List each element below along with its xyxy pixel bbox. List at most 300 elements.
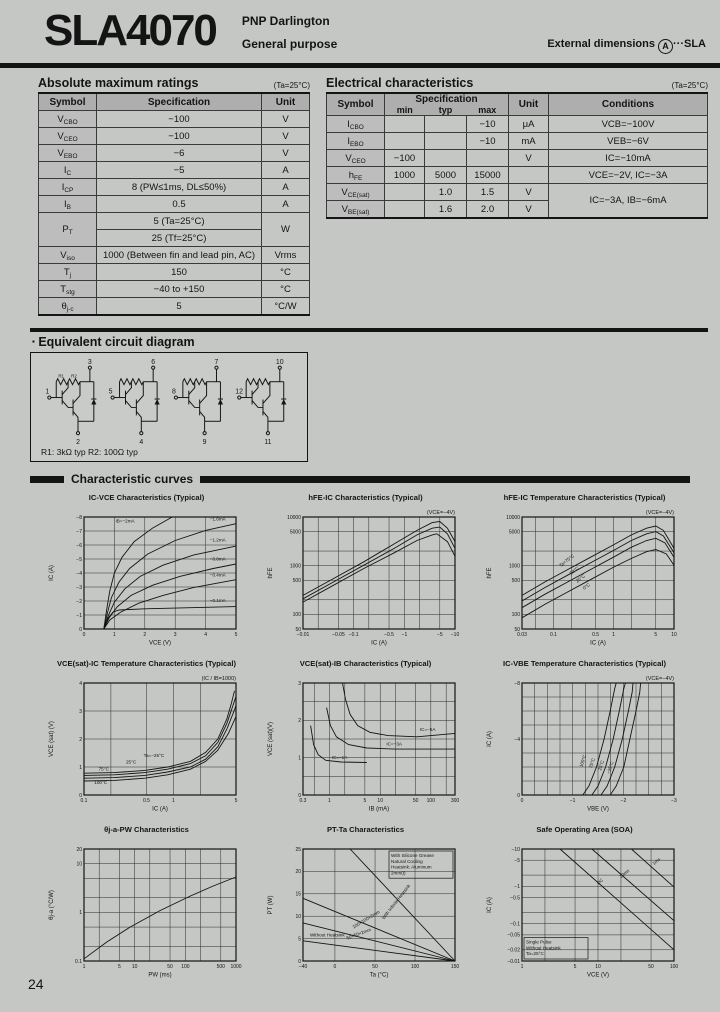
- svg-text:5: 5: [297, 936, 301, 943]
- svg-text:5: 5: [573, 964, 576, 970]
- chart-hfe-ic: [259, 492, 472, 655]
- svg-text:0: 0: [297, 958, 301, 965]
- symbol-cell: $V_{EBO}$: [39, 145, 97, 162]
- svg-text:100: 100: [180, 964, 190, 970]
- svg-text:IC (A): IC (A): [486, 731, 493, 747]
- svg-text:500: 500: [511, 578, 520, 585]
- chart-title: Safe Operating Area (SOA): [536, 825, 633, 834]
- chart-plot: [44, 835, 250, 987]
- amr-col-symbol: Symbol: [39, 93, 97, 111]
- svg-text:−10: −10: [450, 632, 459, 638]
- amr-temp-note: (Ta=25°C): [273, 81, 310, 90]
- svg-text:1: 1: [520, 964, 523, 970]
- unit-cell: μA: [509, 116, 549, 133]
- symbol-cell: $h_{FE}$: [327, 167, 385, 184]
- amr-section-title: Absolute maximum ratings: [38, 76, 199, 90]
- svg-text:10: 10: [670, 632, 677, 638]
- spec-cell: −100: [97, 128, 262, 145]
- svg-text:−3: −3: [75, 584, 82, 591]
- svg-text:IC (A): IC (A): [589, 640, 606, 647]
- curve: [522, 532, 674, 601]
- svg-text:0.1: 0.1: [549, 632, 557, 638]
- svg-text:50: 50: [513, 626, 520, 633]
- chart-plot: [263, 835, 469, 987]
- curve: [522, 538, 674, 607]
- typ-cell: [425, 116, 467, 133]
- ratings-row: [0, 68, 720, 316]
- circle-a-icon: A: [658, 39, 673, 54]
- ec-temp-note: (Ta=25°C): [671, 81, 708, 90]
- svg-text:300: 300: [450, 798, 459, 804]
- curve: [84, 696, 236, 775]
- unit-cell: °C: [262, 281, 310, 298]
- chart-pt-ta: [259, 824, 472, 987]
- svg-text:5: 5: [234, 798, 237, 804]
- svg-text:−10: −10: [511, 846, 520, 853]
- svg-text:1000: 1000: [289, 563, 301, 570]
- svg-text:0: 0: [516, 792, 520, 799]
- page-number: 24: [28, 976, 44, 992]
- svg-text:1: 1: [78, 910, 82, 917]
- svg-text:100: 100: [410, 964, 419, 970]
- chart-vcesat-ib: [259, 658, 472, 821]
- symbol-cell: $V_{CEO}$: [327, 150, 385, 167]
- unit-cell: A: [262, 179, 310, 196]
- spec-cell: 5: [97, 298, 262, 316]
- conditions-cell: IC=−3A, IB=−6mA: [549, 184, 708, 219]
- svg-text:Ta=25°C: Ta=25°C: [525, 951, 544, 957]
- svg-text:5: 5: [653, 632, 657, 638]
- svg-text:6: 6: [151, 358, 156, 366]
- unit-cell: W: [262, 213, 310, 247]
- table-row: [39, 111, 310, 128]
- symbol-cell: $I_B$: [39, 196, 97, 213]
- svg-text:Ta (°C): Ta (°C): [369, 972, 388, 979]
- svg-text:500: 500: [292, 578, 301, 585]
- svg-text:1: 1: [112, 632, 116, 638]
- svg-text:5: 5: [108, 388, 113, 396]
- svg-text:1: 1: [82, 964, 85, 970]
- typ-cell: [425, 150, 467, 167]
- curve: [84, 691, 235, 773]
- svg-text:IC=−1A: IC=−1A: [331, 755, 347, 761]
- svg-text:−3: −3: [670, 798, 677, 804]
- svg-text:10: 10: [376, 798, 383, 804]
- svg-text:−0.05: −0.05: [331, 632, 345, 638]
- symbol-cell: $V_{CEO}$: [39, 128, 97, 145]
- svg-text:0.1: 0.1: [74, 958, 82, 965]
- amr-table: [38, 92, 310, 316]
- circuit-unit: [45, 359, 96, 446]
- svg-text:0: 0: [520, 798, 523, 804]
- svg-text:−0.02: −0.02: [506, 947, 520, 954]
- svg-text:1: 1: [45, 388, 50, 396]
- svg-text:25°C: 25°C: [125, 759, 136, 765]
- unit-cell: V: [262, 111, 310, 128]
- table-row: [39, 264, 310, 281]
- min-cell: [385, 133, 425, 150]
- chart-title: θj-a-PW Characteristics: [104, 825, 189, 834]
- chart-plot: [482, 669, 688, 821]
- svg-text:−5: −5: [436, 632, 443, 638]
- svg-text:4: 4: [203, 632, 207, 638]
- typ-cell: 5000: [425, 167, 467, 184]
- svg-text:100: 100: [426, 798, 435, 804]
- svg-text:−0.01: −0.01: [506, 958, 520, 965]
- spec-cell: −6: [97, 145, 262, 162]
- table-row: [327, 150, 708, 167]
- min-cell: 1000: [385, 167, 425, 184]
- ec-col-spec: Specification: [385, 93, 509, 105]
- svg-text:Natural Cooling: Natural Cooling: [390, 858, 423, 864]
- svg-text:10: 10: [594, 964, 601, 970]
- table-row: [327, 184, 708, 201]
- header-bar-left: [30, 476, 64, 483]
- svg-text:(VCE=−4V): (VCE=−4V): [645, 510, 674, 516]
- svg-text:10: 10: [131, 964, 137, 970]
- svg-text:3: 3: [297, 680, 301, 687]
- table-row: [39, 179, 310, 196]
- chart-ic-vbe-temperature: [478, 658, 691, 821]
- svg-text:0: 0: [78, 792, 82, 799]
- svg-text:R1: R1: [58, 373, 65, 379]
- svg-text:VCE (sat) (V): VCE (sat) (V): [48, 721, 55, 757]
- spec-cell: 0.5: [97, 196, 262, 213]
- svg-text:−4: −4: [75, 570, 82, 577]
- svg-text:−0.01: −0.01: [296, 632, 309, 638]
- unit-cell: V: [509, 184, 549, 201]
- page-header: [0, 0, 720, 60]
- svg-text:IC (A): IC (A): [151, 806, 168, 813]
- svg-text:−0.1: −0.1: [348, 632, 359, 638]
- svg-text:12: 12: [235, 388, 243, 396]
- part-number: SLA4070: [44, 6, 216, 55]
- curve: [591, 849, 673, 921]
- svg-text:10: 10: [294, 914, 301, 920]
- svg-text:Ta=−25°C: Ta=−25°C: [143, 752, 164, 758]
- svg-text:−1.6mA: −1.6mA: [209, 516, 226, 522]
- svg-text:100: 100: [511, 612, 520, 619]
- external-dimensions-suffix: ···SLA: [673, 38, 706, 50]
- svg-text:IC (A): IC (A): [370, 640, 387, 647]
- svg-text:VCE (V): VCE (V): [148, 640, 171, 647]
- table-row: [39, 281, 310, 298]
- svg-text:0: 0: [82, 632, 85, 638]
- chart-title: hFE-IC Temperature Characteristics (Typical): [503, 493, 666, 502]
- svg-text:1: 1: [611, 632, 615, 638]
- svg-text:1: 1: [171, 798, 175, 804]
- spec-cell: 8 (PW≤1ms, DL≤50%): [97, 179, 262, 196]
- section-rule: [30, 328, 708, 332]
- circuit-box: [30, 352, 308, 462]
- svg-text:100°C: 100°C: [578, 754, 587, 768]
- symbol-cell: $T_{stg}$: [39, 281, 97, 298]
- section-marker: ▪: [32, 337, 35, 346]
- svg-text:50: 50: [647, 964, 654, 970]
- svg-text:(VCE=−4V): (VCE=−4V): [645, 676, 674, 682]
- svg-text:With Infinite Heatsink: With Infinite Heatsink: [380, 883, 411, 921]
- svg-text:IC=−3A: IC=−3A: [385, 741, 402, 747]
- svg-text:DC: DC: [595, 877, 604, 886]
- svg-text:75°C: 75°C: [587, 757, 596, 769]
- symbol-cell: $\theta_{j-c}$: [39, 298, 97, 316]
- unit-cell: Vrms: [262, 247, 310, 264]
- chart-title: hFE-IC Characteristics (Typical): [308, 493, 423, 502]
- spec-cell: 5 (Ta=25°C): [97, 213, 262, 230]
- svg-text:5: 5: [234, 632, 237, 638]
- circuit-unit: [109, 359, 160, 446]
- curve: [522, 526, 674, 595]
- chart-title: IC-VCE Characteristics (Typical): [88, 493, 205, 502]
- svg-text:1: 1: [297, 755, 301, 762]
- max-cell: 1.5: [467, 184, 509, 201]
- curve: [342, 683, 455, 737]
- chart-plot: [44, 503, 250, 655]
- svg-text:Ta=75°C: Ta=75°C: [557, 553, 575, 569]
- svg-text:2mm(t): 2mm(t): [390, 870, 406, 876]
- svg-text:1000: 1000: [229, 964, 242, 970]
- svg-text:−40: −40: [298, 964, 307, 970]
- svg-text:0: 0: [78, 626, 82, 633]
- svg-text:4: 4: [139, 439, 144, 447]
- unit-cell: V: [262, 128, 310, 145]
- svg-text:0: 0: [297, 792, 301, 799]
- svg-text:hFE: hFE: [486, 567, 493, 579]
- svg-text:Heatsink: Aluminum: Heatsink: Aluminum: [390, 864, 432, 870]
- max-cell: 2.0: [467, 201, 509, 219]
- svg-text:15: 15: [294, 891, 301, 898]
- svg-text:75°C: 75°C: [98, 766, 109, 772]
- svg-text:150: 150: [450, 964, 459, 970]
- svg-text:50°C: 50°C: [568, 565, 580, 576]
- svg-text:100×100×2mm: 100×100×2mm: [351, 909, 381, 930]
- unit-cell: °C: [262, 264, 310, 281]
- svg-text:5000: 5000: [508, 529, 520, 536]
- min-cell: [385, 201, 425, 219]
- svg-text:3: 3: [87, 358, 92, 366]
- svg-text:−1: −1: [513, 884, 520, 891]
- svg-text:−1.2mA: −1.2mA: [209, 537, 226, 543]
- symbol-cell: $V_{BE(sat)}$: [327, 201, 385, 219]
- typ-cell: 1.0: [425, 184, 467, 201]
- svg-text:−0.8mA: −0.8mA: [209, 556, 226, 562]
- min-cell: [385, 184, 425, 201]
- table-row: [327, 133, 708, 150]
- svg-text:0: 0: [333, 964, 336, 970]
- svg-text:10ms: 10ms: [617, 868, 630, 880]
- svg-text:VCE (V): VCE (V): [586, 972, 609, 979]
- table-row: [327, 116, 708, 133]
- svg-text:−0.4mA: −0.4mA: [209, 572, 226, 578]
- max-cell: 15000: [467, 167, 509, 184]
- max-cell: [467, 150, 509, 167]
- svg-text:10: 10: [275, 358, 284, 366]
- svg-text:50: 50: [412, 798, 418, 804]
- circuit-unit: [172, 359, 223, 446]
- svg-text:R2: R2: [71, 373, 77, 379]
- svg-text:IC (A): IC (A): [486, 897, 493, 913]
- svg-text:5: 5: [117, 964, 121, 970]
- svg-text:100: 100: [292, 612, 301, 619]
- table-row: [327, 167, 708, 184]
- chart-ic-vce: [40, 492, 253, 655]
- symbol-cell: $V_{iso}$: [39, 247, 97, 264]
- svg-text:50×50×2mm: 50×50×2mm: [345, 927, 372, 941]
- spec-cell: 1000 (Between fin and lead pin, AC): [97, 247, 262, 264]
- symbol-cell: $I_{EBO}$: [327, 133, 385, 150]
- chart-vcesat-ic-temperature: [40, 658, 253, 821]
- svg-text:3: 3: [173, 632, 177, 638]
- svg-text:1: 1: [327, 798, 331, 804]
- unit-cell: A: [262, 196, 310, 213]
- svg-text:VBE (V): VBE (V): [586, 806, 609, 813]
- svg-text:Without Heatsink: Without Heatsink: [309, 932, 345, 938]
- spec-cell: −100: [97, 111, 262, 128]
- svg-text:−4: −4: [513, 736, 520, 743]
- chart-plot: [482, 835, 688, 987]
- svg-text:−0.5: −0.5: [509, 895, 520, 902]
- amr-col-spec: Specification: [97, 93, 262, 111]
- svg-text:PW (ms): PW (ms): [147, 972, 172, 979]
- svg-text:−0.1: −0.1: [509, 921, 520, 928]
- equivalent-circuit-title: Equivalent circuit diagram: [38, 335, 195, 349]
- min-cell: [385, 116, 425, 133]
- svg-text:0.5: 0.5: [142, 798, 150, 804]
- characteristic-curves-header: [30, 472, 690, 486]
- table-row: [39, 196, 310, 213]
- curve: [631, 849, 674, 887]
- svg-text:0.3: 0.3: [299, 798, 306, 804]
- svg-text:VCE (sat)(V): VCE (sat)(V): [267, 721, 274, 757]
- svg-text:8: 8: [171, 388, 176, 396]
- curve: [522, 550, 674, 618]
- equivalent-circuit-section: [30, 328, 708, 462]
- curve: [303, 527, 455, 599]
- ec-section-title: Electrical characteristics: [326, 76, 474, 90]
- svg-text:−8: −8: [513, 680, 520, 687]
- svg-text:25°C: 25°C: [596, 759, 605, 772]
- svg-text:hFE: hFE: [267, 567, 274, 579]
- svg-text:IB=−2mA: IB=−2mA: [114, 518, 135, 524]
- circuit-caption: R1: 3kΩ typ R2: 100Ω typ: [41, 447, 138, 457]
- chart-title: VCE(sat)-IC Temperature Characteristics (Typical): [56, 659, 237, 668]
- svg-text:With Silicone Grease: With Silicone Grease: [390, 853, 434, 858]
- symbol-cell: $I_C$: [39, 162, 97, 179]
- svg-text:3: 3: [78, 708, 82, 715]
- svg-text:−0.1mA: −0.1mA: [209, 598, 226, 604]
- svg-text:(IC / IB=1000): (IC / IB=1000): [201, 676, 236, 682]
- chart-title: PT-Ta Characteristics: [326, 825, 405, 834]
- svg-text:500: 500: [216, 964, 225, 970]
- table-row: [39, 298, 310, 316]
- svg-text:25°C: 25°C: [574, 573, 586, 584]
- svg-text:2: 2: [78, 736, 82, 743]
- external-dimensions-note: [547, 38, 706, 54]
- unit-cell: V: [509, 201, 549, 219]
- ec-col-min: min: [385, 105, 425, 116]
- svg-text:PT (W): PT (W): [267, 895, 274, 915]
- chart-plot: [263, 669, 469, 821]
- product-type-line2: General purpose: [241, 37, 338, 51]
- chart-thermal-resistance-pw: [40, 824, 253, 987]
- svg-text:Without Heatsink: Without Heatsink: [525, 945, 561, 951]
- svg-text:−7: −7: [75, 528, 82, 535]
- unit-cell: [509, 167, 549, 184]
- unit-cell: mA: [509, 133, 549, 150]
- chart-soa: [478, 824, 691, 987]
- svg-text:4: 4: [78, 680, 82, 687]
- svg-text:5000: 5000: [289, 529, 301, 536]
- svg-text:−1: −1: [75, 612, 82, 619]
- svg-text:10000: 10000: [505, 514, 520, 521]
- svg-text:1ms: 1ms: [650, 856, 661, 866]
- product-type: [242, 14, 337, 60]
- chart-title: VCE(sat)-IB Characteristics (Typical): [299, 659, 432, 668]
- svg-text:2: 2: [142, 632, 146, 638]
- svg-text:2: 2: [297, 718, 301, 725]
- svg-text:10000: 10000: [286, 514, 301, 521]
- table-row: [39, 162, 310, 179]
- circuit-diagram: [38, 356, 300, 447]
- svg-text:9: 9: [202, 439, 207, 447]
- curve: [303, 941, 455, 961]
- external-dimensions-label: External dimensions: [547, 38, 655, 50]
- svg-text:IC (A): IC (A): [48, 565, 55, 581]
- svg-text:θj-a (°C/W): θj-a (°C/W): [48, 890, 55, 920]
- svg-text:−5: −5: [513, 858, 520, 864]
- spec-cell: 150: [97, 264, 262, 281]
- svg-text:50: 50: [166, 964, 173, 970]
- conditions-cell: VCE=−2V, IC=−3A: [549, 167, 708, 184]
- curve: [303, 522, 455, 596]
- min-cell: −100: [385, 150, 425, 167]
- symbol-cell: $I_{CP}$: [39, 179, 97, 196]
- chart-plot: [263, 503, 469, 655]
- curve: [303, 534, 455, 602]
- table-row: [39, 247, 310, 264]
- chart-plot: [44, 669, 250, 821]
- typ-cell: [425, 133, 467, 150]
- svg-text:IC=−5A: IC=−5A: [419, 727, 435, 733]
- svg-text:−25°C: −25°C: [605, 760, 615, 775]
- ec-col-symbol: Symbol: [327, 93, 385, 116]
- svg-text:(VCE=−4V): (VCE=−4V): [426, 510, 455, 516]
- svg-text:20: 20: [75, 846, 82, 853]
- spec-cell: −40 to +150: [97, 281, 262, 298]
- svg-text:11: 11: [264, 439, 272, 447]
- chart-plot: [482, 503, 688, 655]
- conditions-cell: IC=−10mA: [549, 150, 708, 167]
- unit-cell: V: [509, 150, 549, 167]
- chart-title: IC-VBE Temperature Characteristics (Typical): [502, 659, 667, 668]
- curve: [303, 898, 455, 961]
- svg-text:−1: −1: [401, 632, 407, 638]
- amr-col-unit: Unit: [262, 93, 310, 111]
- symbol-cell: $I_{CBO}$: [327, 116, 385, 133]
- symbol-cell: $V_{CBO}$: [39, 111, 97, 128]
- header-bar-right: [200, 476, 690, 483]
- spec-cell: −5: [97, 162, 262, 179]
- svg-text:−6: −6: [75, 542, 82, 549]
- product-type-line1: PNP Darlington: [241, 14, 330, 28]
- table-row: [39, 128, 310, 145]
- max-cell: −10: [467, 133, 509, 150]
- svg-text:20: 20: [294, 869, 301, 876]
- unit-cell: °C/W: [262, 298, 310, 316]
- unit-cell: A: [262, 162, 310, 179]
- chart-hfe-ic-temperature: [478, 492, 691, 655]
- svg-text:100: 100: [669, 964, 678, 970]
